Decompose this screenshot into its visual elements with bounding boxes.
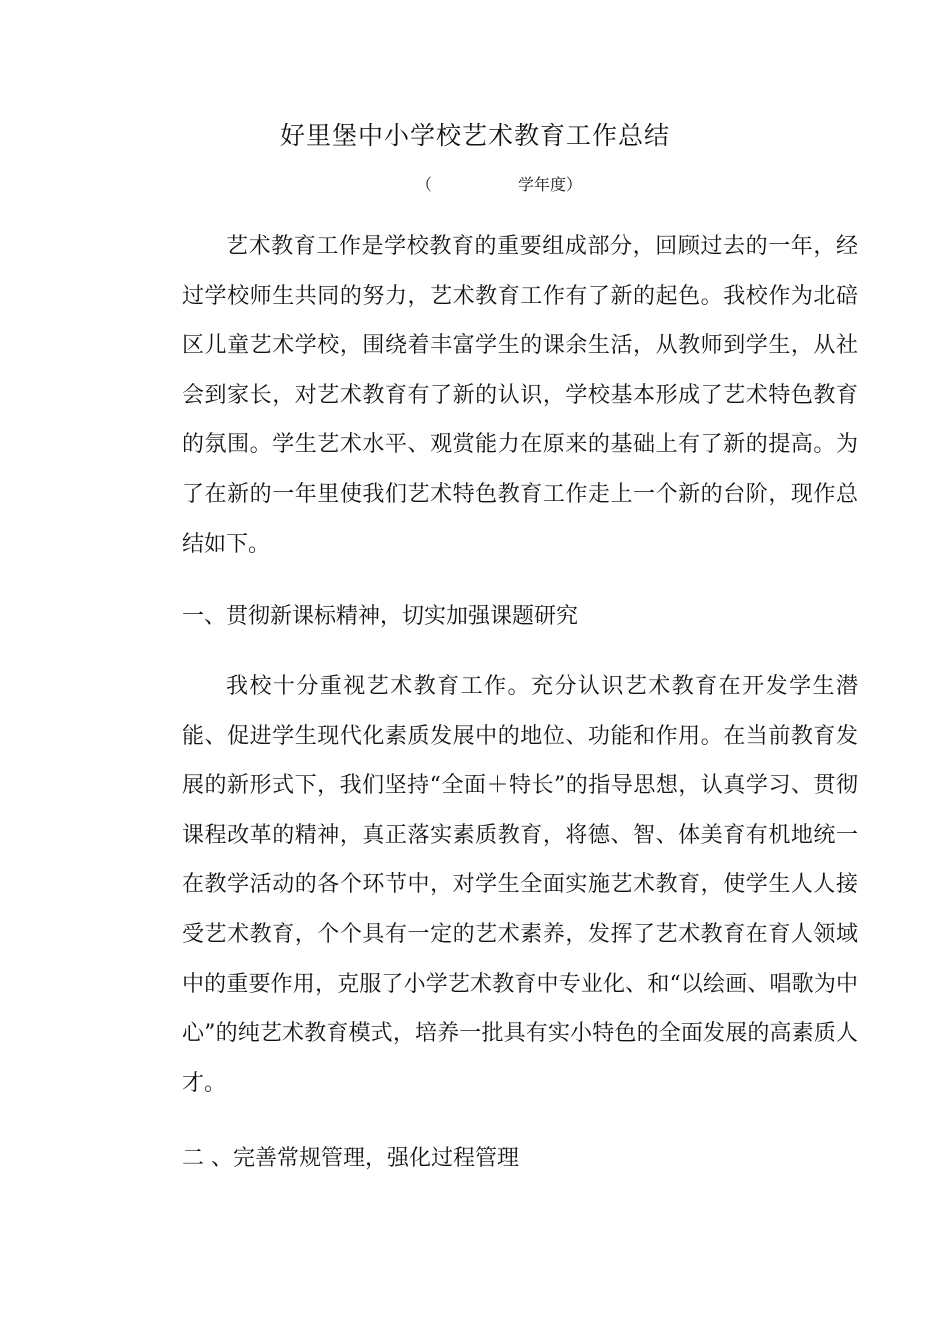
document-title: 好里堡中小学校艺术教育工作总结 (279, 121, 670, 150)
subtitle-paren-open: （ (416, 175, 433, 194)
subtitle-year-label: 学年度） (518, 175, 583, 194)
section-heading-2: 二 、完善常规管理，强化过程管理 (182, 1146, 519, 1171)
intro-paragraph: 艺术教育工作是学校教育的重要组成部分，回顾过去的一年，经过学校师生共同的努力，艺术教育工作有了新的起色。我校作为北碚区儿童艺术学校，围绕着丰富学生的课余生活，从教师到学生，从社会到家长，对艺术教育有了新的认识，学校基本形成了艺术特色教育的氛围。学生艺术水平、观赏能力在原来的基础上有了新的提高。为了在新的一年里使我们艺术特色教育工作走上一个新的台阶，现作总结如下。 (182, 234, 858, 557)
section-1-paragraph: 我校十分重视艺术教育工作。充分认识艺术教育在开发学生潜能、促进学生现代化素质发展中的地位、功能和作用。在当前教育发展的新形式下，我们坚持“全面＋特长”的指导思想，认真学习、贯彻课程改革的精神，真正落实素质教育，将德、智、体美育有机地统一在教学活动的各个环节中，对学生全面实施艺术教育，使学生人人接受艺术教育，个个具有一定的艺术素养，发挥了艺术教育在育人领域中的重要作用，克服了小学艺术教育中专业化、和“以绘画、唱歌为中心”的纯艺术教育模式，培养一批具有实小特色的全面发展的高素质人才。 (182, 674, 858, 1096)
section-heading-1: 一、贯彻新课标精神，切实加强课题研究 (182, 604, 579, 629)
